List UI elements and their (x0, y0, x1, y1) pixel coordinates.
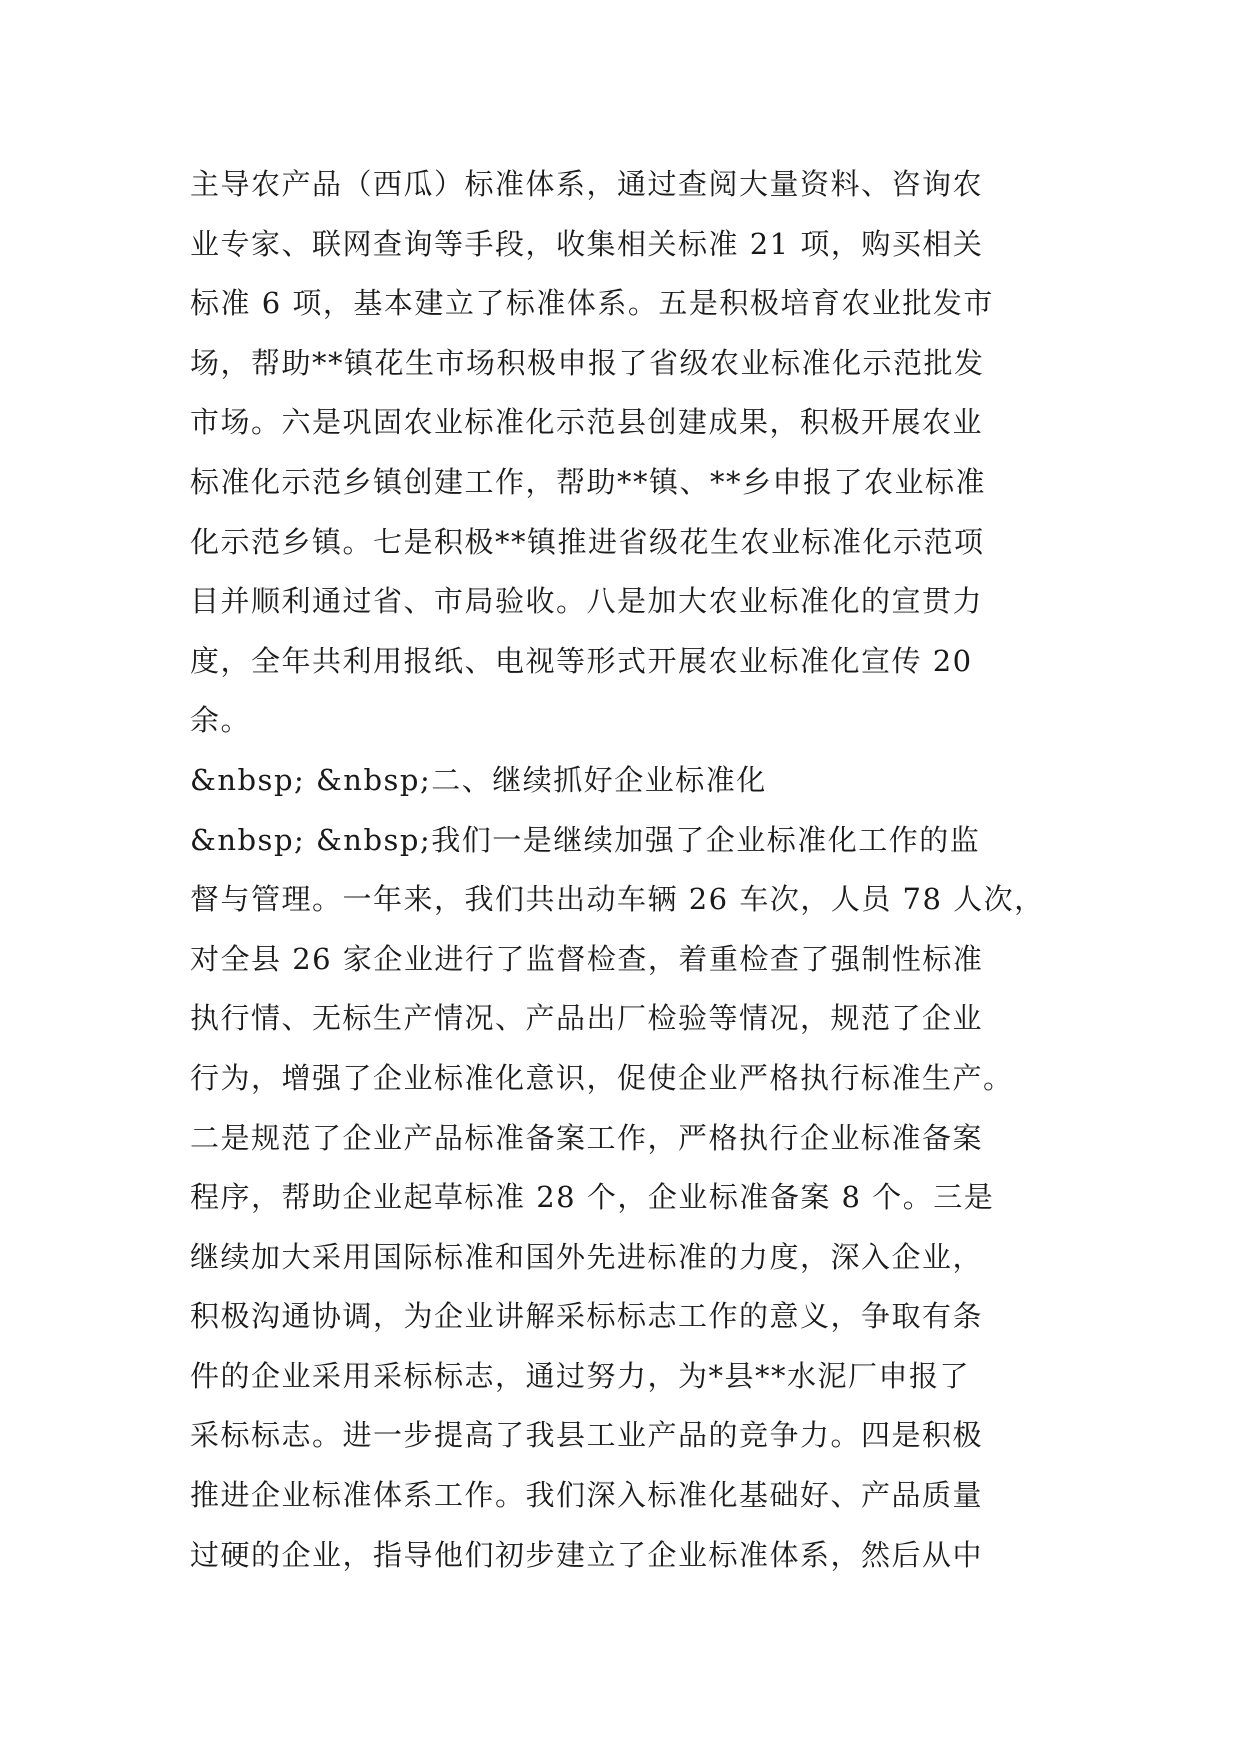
text-line: 标准化示范乡镇创建工作，帮助**镇、**乡申报了农业标准 (190, 464, 987, 499)
text-line: 场，帮助**镇花生市场积极申报了省级农业标准化示范批发 (190, 345, 985, 380)
body-text (190, 155, 1070, 1585)
text-line: 件的企业采用采标标志，通过努力，为*县**水泥厂申报了 (190, 1358, 971, 1393)
text-line: 积极沟通协调，为企业讲解采标标志工作的意义，争取有条 (190, 1299, 984, 1334)
text-line: 推进企业标准体系工作。我们深入标准化基础好、产品质量 (190, 1478, 984, 1513)
text-line: 对全县 26 家企业进行了监督检查，着重检查了强制性标准 (190, 941, 984, 976)
text-line: 目并顺利通过省、市局验收。八是加大农业标准化的宣贯力 (190, 584, 984, 619)
text-line: 采标标志。进一步提高了我县工业产品的竞争力。四是积极 (190, 1418, 984, 1453)
text-line: &nbsp; &nbsp;我们一是继续加强了企业标准化工作的监 (190, 822, 981, 857)
text-line: 市场。六是巩固农业标准化示范县创建成果，积极开展农业 (190, 405, 984, 440)
text-line: 二是规范了企业产品标准备案工作，严格执行企业标准备案 (190, 1120, 984, 1155)
text-line: 主导农产品（西瓜）标准体系，通过查阅大量资料、咨询农 (190, 167, 984, 201)
text-line: 继续加大采用国际标准和国外先进标准的力度，深入企业， (190, 1239, 984, 1274)
text-line: 执行情、无标生产情况、产品出厂检验等情况，规范了企业 (190, 1001, 984, 1036)
text-line: 标准 6 项，基本建立了标准体系。五是积极培育农业批发市 (190, 286, 994, 321)
text-line: 化示范乡镇。七是积极**镇推进省级花生农业标准化示范项 (190, 524, 985, 559)
section-heading: &nbsp; &nbsp;二、继续抓好企业标准化 (190, 762, 767, 797)
text-line: 余。 (190, 703, 252, 738)
text-line: 行为，增强了企业标准化意识，促使企业严格执行标准生产。 (190, 1060, 1014, 1095)
text-line: 程序，帮助企业起草标准 28 个，企业标准备案 8 个。三是 (190, 1180, 995, 1215)
text-line: 督与管理。一年来，我们共出动车辆 26 车次，人员 78 人次， (190, 882, 1045, 917)
text-line: 过硬的企业，指导他们初步建立了企业标准体系，然后从中 (190, 1537, 984, 1572)
text-line: 度，全年共利用报纸、电视等形式开展农业标准化宣传 20 (190, 643, 973, 678)
text-line: 业专家、联网查询等手段，收集相关标准 21 项，购买相关 (190, 226, 984, 261)
